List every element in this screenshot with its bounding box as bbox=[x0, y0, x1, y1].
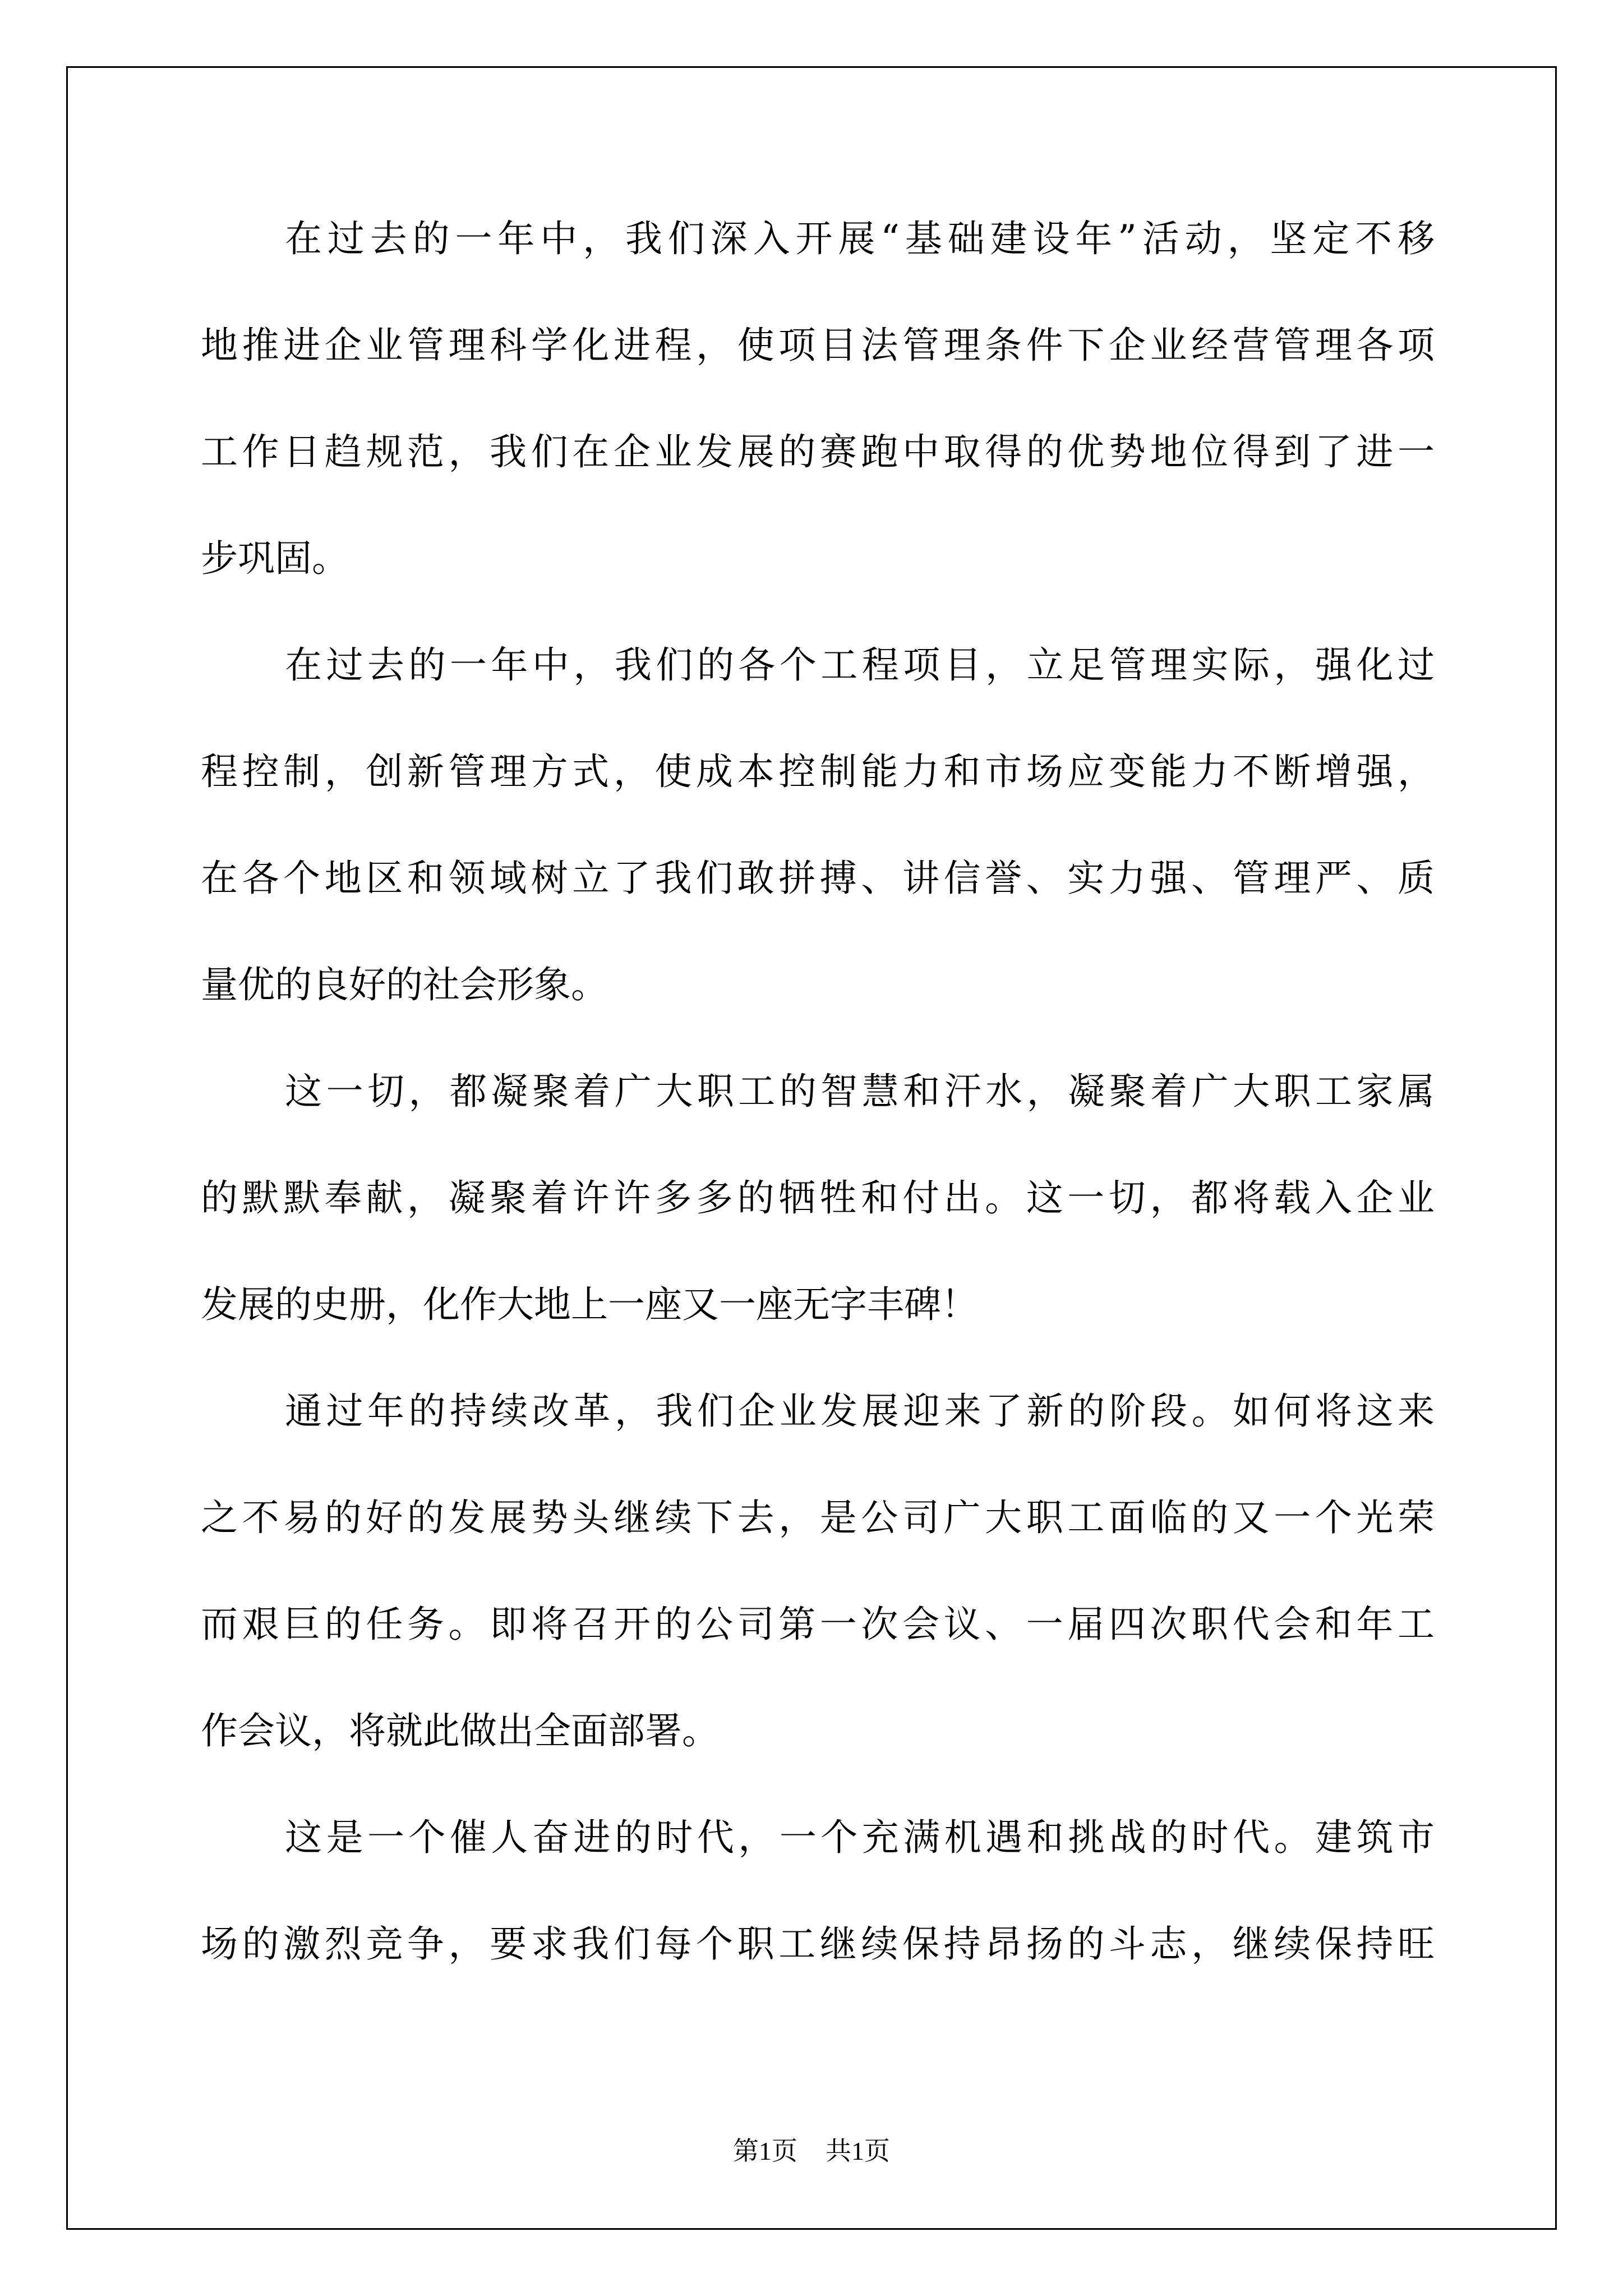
paragraph-3-line-1: 这一切，都凝聚着广大职工的智慧和汗水，凝聚着广大职工家属 bbox=[285, 1070, 1435, 1113]
paragraph-4-line-4: 作会议，将就此做出全面部署。 bbox=[201, 1709, 719, 1752]
paragraph-4-line-2: 之不易的好的发展势头继续下去，是公司广大职工面临的又一个光荣 bbox=[201, 1496, 1435, 1539]
page-number: 第1页 bbox=[733, 2137, 797, 2165]
paragraph-2-line-2: 程控制，创新管理方式，使成本控制能力和市场应变能力不断增强， bbox=[201, 750, 1435, 793]
paragraph-2-line-3: 在各个地区和领域树立了我们敢拼搏、讲信誉、实力强、管理严、质 bbox=[201, 857, 1435, 900]
page-total: 共1页 bbox=[826, 2137, 890, 2165]
paragraph-3-line-2: 的默默奉献，凝聚着许许多多的牺牲和付出。这一切，都将载入企业 bbox=[201, 1176, 1435, 1220]
page-footer bbox=[0, 2134, 1623, 2168]
paragraph-3-line-3: 发展的史册，化作大地上一座又一座无字丰碑！ bbox=[201, 1283, 978, 1326]
paragraph-2-line-4: 量优的良好的社会形象。 bbox=[201, 963, 608, 1006]
paragraph-2-line-1: 在过去的一年中，我们的各个工程项目，立足管理实际，强化过 bbox=[285, 643, 1435, 687]
paragraph-1-line-4: 步巩固。 bbox=[201, 537, 349, 580]
paragraph-5-line-1: 这是一个催人奋进的时代，一个充满机遇和挑战的时代。建筑市 bbox=[285, 1816, 1435, 1859]
paragraph-4-line-1: 通过年的持续改革，我们企业发展迎来了新的阶段。如何将这来 bbox=[285, 1389, 1435, 1433]
document-body bbox=[201, 213, 1435, 2025]
paragraph-1-line-1: 在过去的一年中，我们深入开展“基础建设年”活动，坚定不移 bbox=[285, 217, 1435, 260]
paragraph-1-line-2: 地推进企业管理科学化进程，使项目法管理条件下企业经营管理各项 bbox=[201, 324, 1435, 367]
paragraph-5-line-2: 场的激烈竞争，要求我们每个职工继续保持昂扬的斗志，继续保持旺 bbox=[201, 1922, 1435, 1966]
paragraph-1-line-3: 工作日趋规范，我们在企业发展的赛跑中取得的优势地位得到了进一 bbox=[201, 430, 1435, 473]
paragraph-4-line-3: 而艰巨的任务。即将召开的公司第一次会议、一届四次职代会和年工 bbox=[201, 1603, 1435, 1646]
